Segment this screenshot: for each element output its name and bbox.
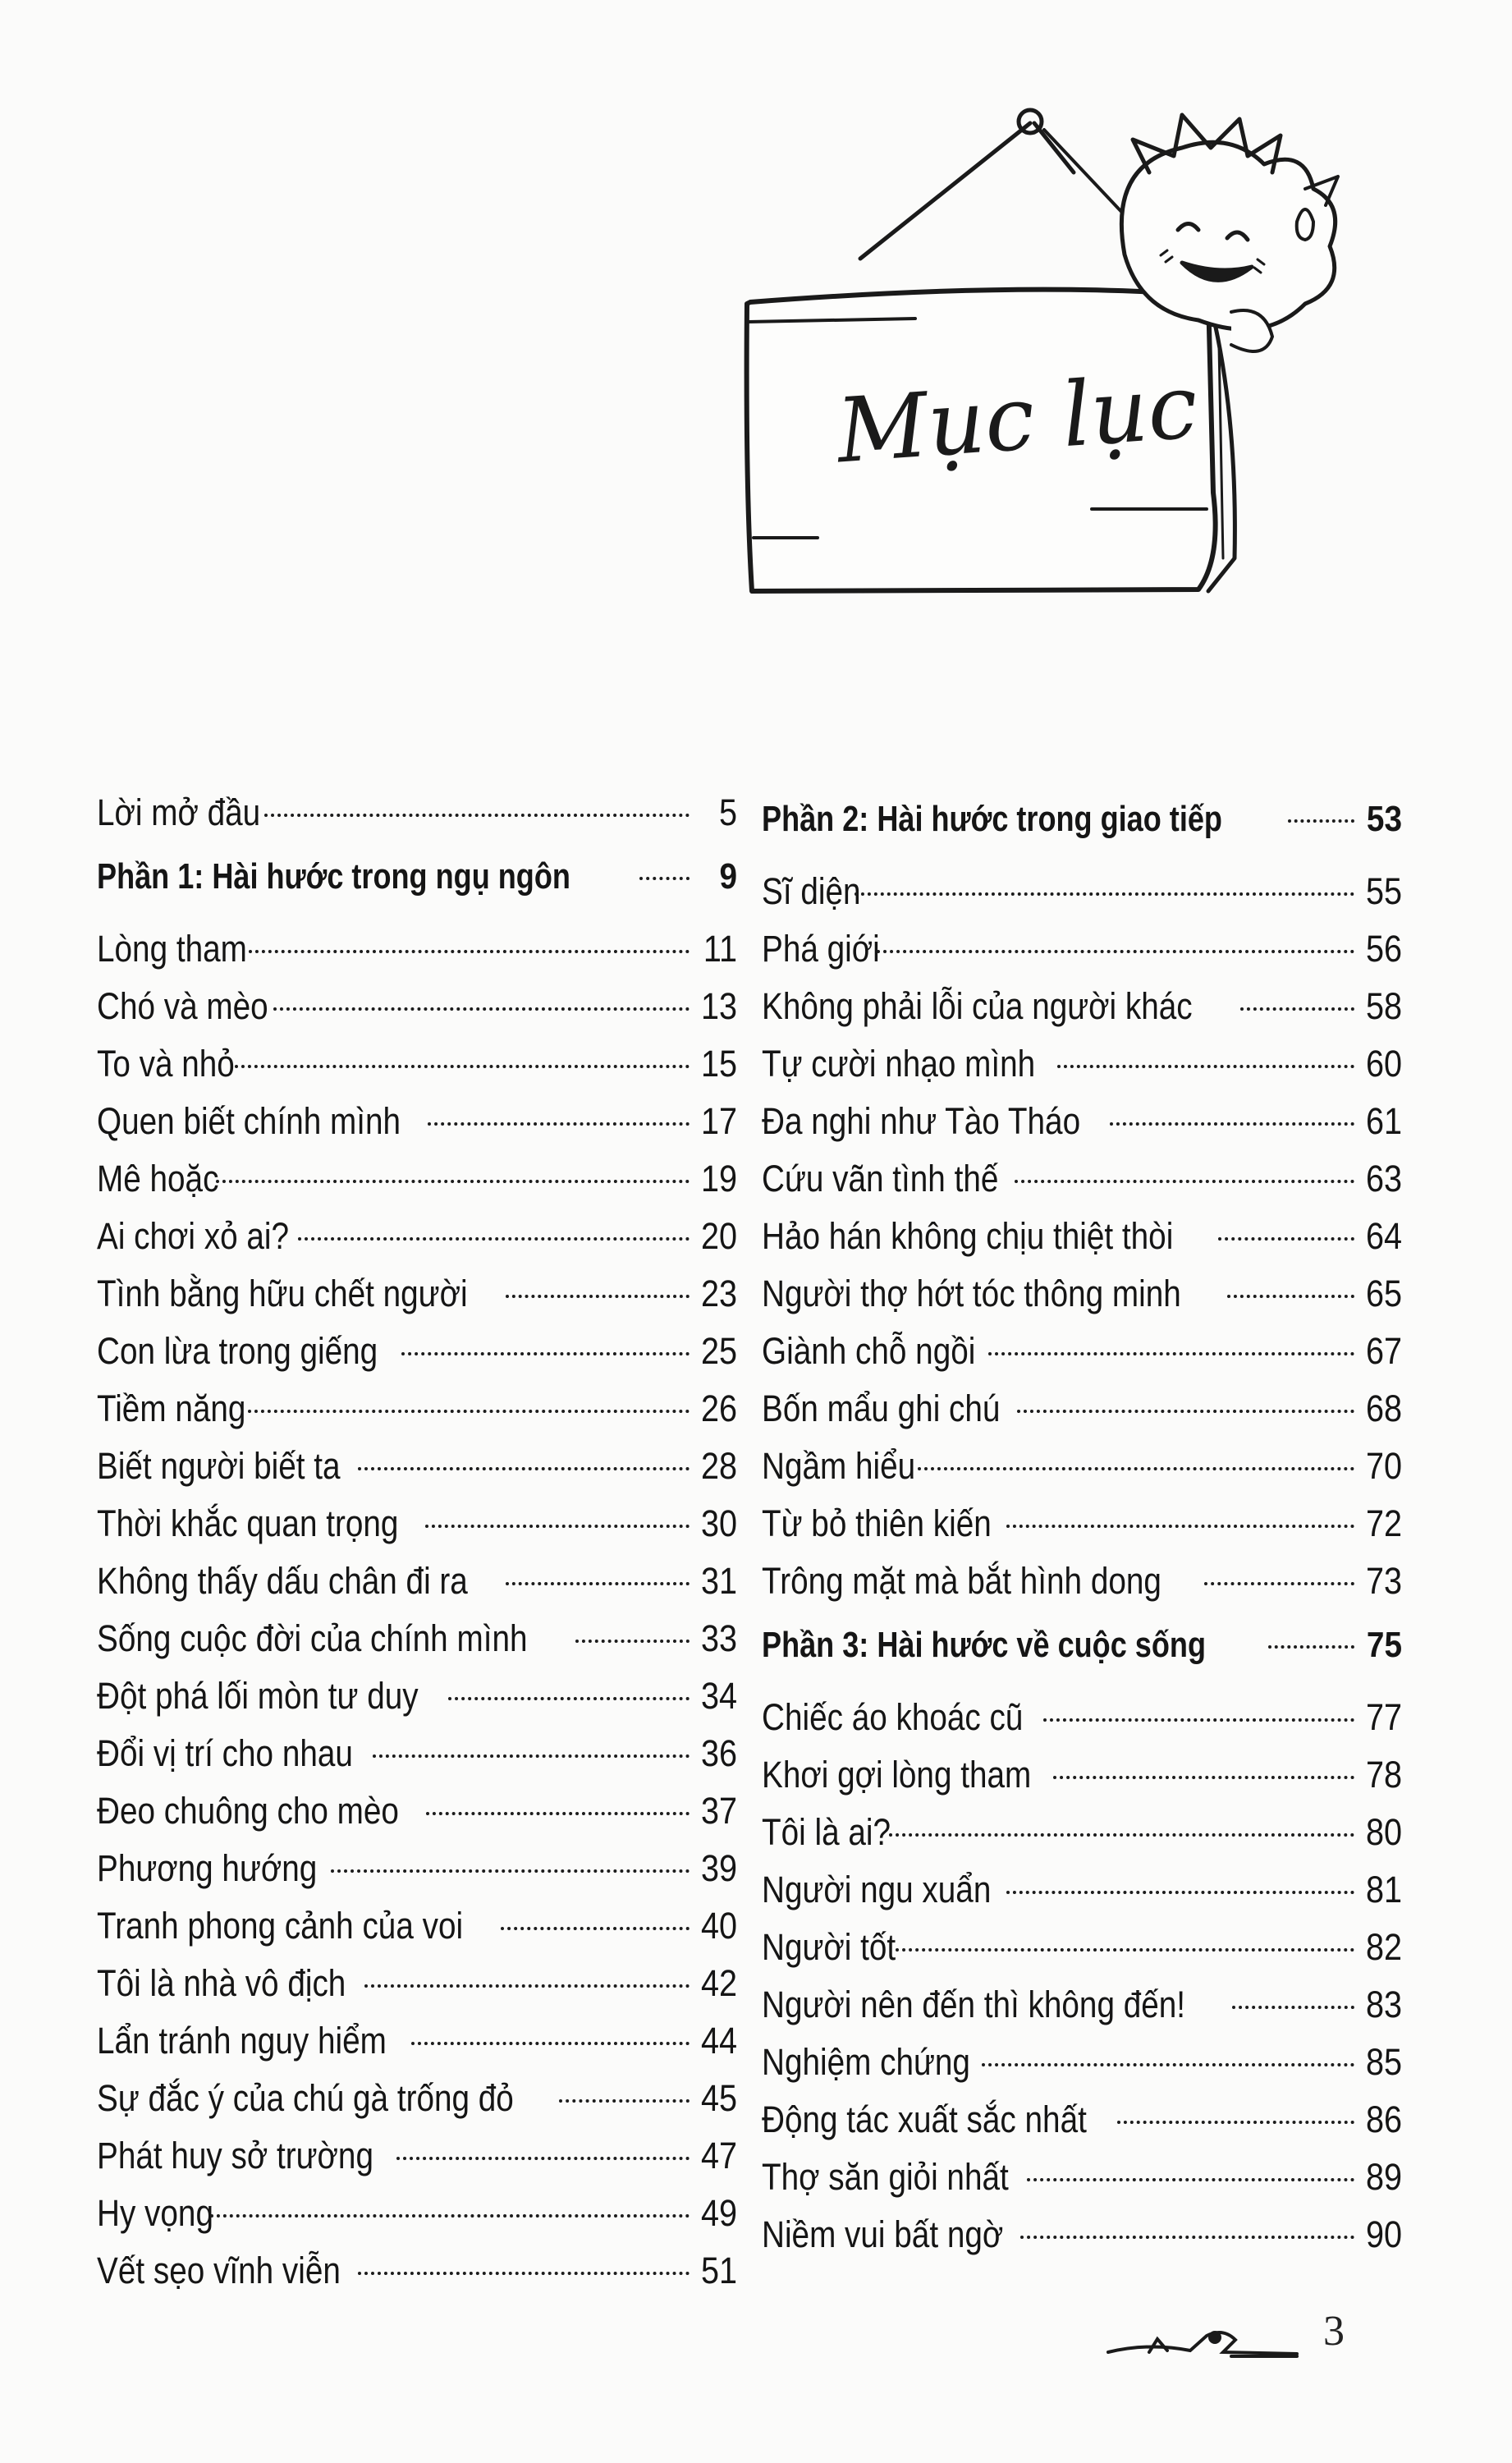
toc-entry <box>97 2070 737 2127</box>
dot-leader <box>235 1065 690 1068</box>
dot-leader <box>425 1525 690 1528</box>
dot-leader <box>364 1984 690 1988</box>
toc-entry-title: Vết sẹo vĩnh viễn <box>97 2250 341 2291</box>
dot-leader <box>877 950 1354 953</box>
toc-entry-page: 31 <box>700 1560 737 1602</box>
toc-entry <box>97 1955 737 2012</box>
dot-leader <box>264 814 690 817</box>
toc-entry-page: 5 <box>718 791 737 833</box>
toc-entry-title: Tôi là ai? <box>762 1811 891 1853</box>
toc-entry-title: Phương hướng <box>97 1847 318 1889</box>
toc-entry-page: 34 <box>700 1675 737 1717</box>
dot-leader <box>401 1352 690 1355</box>
toc-entry-page: 85 <box>1365 2041 1402 2083</box>
footer-doodle-illustration <box>1100 2311 1305 2369</box>
dot-leader <box>298 1237 690 1241</box>
toc-entry-title: Lời mở đầu <box>97 791 261 833</box>
dot-leader <box>448 1697 690 1700</box>
toc-entry-title: Khơi gợi lòng tham <box>762 1754 1032 1796</box>
toc-entry-title: Mê hoặc <box>97 1158 219 1199</box>
toc-entry <box>762 1150 1402 1208</box>
toc-entry-page: 67 <box>1365 1330 1402 1372</box>
toc-entry-title: Hảo hán không chịu thiệt thòi <box>762 1215 1174 1257</box>
toc-entry-page: 58 <box>1365 985 1402 1027</box>
toc-entry-title: Tiềm năng <box>97 1387 246 1429</box>
toc-entry <box>762 863 1402 920</box>
dot-leader <box>1057 1065 1354 1068</box>
toc-entry-page: 68 <box>1365 1387 1402 1429</box>
toc-entry-title: Quen biết chính mình <box>97 1100 401 1142</box>
toc-entry <box>762 1804 1402 1861</box>
dot-leader <box>1027 2178 1354 2181</box>
dot-leader <box>918 1467 1354 1470</box>
toc-entry-page: 49 <box>700 2192 737 2234</box>
toc-entry-page: 83 <box>1365 1984 1402 2025</box>
toc-entry-title: Đổi vị trí cho nhau <box>97 1732 353 1774</box>
toc-entry <box>97 920 737 978</box>
toc-entry-title: Sự đắc ý của chú gà trống đỏ <box>97 2077 514 2119</box>
toc-entry-page: 44 <box>700 2020 737 2062</box>
toc-entry <box>762 1689 1402 1746</box>
toc-entry-title: Ai chơi xỏ ai? <box>97 1215 290 1257</box>
dot-leader <box>273 1007 690 1011</box>
toc-entry-page: 86 <box>1365 2098 1402 2140</box>
dot-leader <box>559 2099 690 2103</box>
toc-entry-page: 56 <box>1365 928 1402 970</box>
toc-entry <box>97 1725 737 1782</box>
dot-leader <box>358 1467 690 1470</box>
toc-entry-title: Phát huy sở trường <box>97 2135 373 2176</box>
dot-leader <box>982 2063 1354 2066</box>
toc-entry-title: Nghiệm chứng <box>762 2041 970 2083</box>
dot-leader <box>1117 2121 1354 2124</box>
dot-leader <box>216 1180 690 1183</box>
toc-entry <box>97 1093 737 1150</box>
toc-entry-page: 26 <box>700 1387 737 1429</box>
dot-leader <box>1268 1645 1354 1649</box>
toc-entry <box>762 1093 1402 1150</box>
hanging-sign-illustration <box>739 99 1412 673</box>
toc-entry <box>97 1897 737 1955</box>
toc-entry <box>97 2242 737 2300</box>
toc-entry-page: 37 <box>700 1790 737 1832</box>
toc-entry-page: 33 <box>700 1617 737 1659</box>
toc-entry-page: 42 <box>700 1962 737 2004</box>
toc-entry <box>762 1861 1402 1919</box>
toc-entry-page: 45 <box>700 2077 737 2119</box>
toc-entry-page: 19 <box>700 1158 737 1199</box>
dot-leader <box>855 892 1354 896</box>
toc-entry <box>97 1380 737 1438</box>
toc-left-column <box>97 784 737 2300</box>
dot-leader <box>1006 1891 1354 1894</box>
toc-entry-page: 9 <box>719 856 737 897</box>
toc-entry <box>762 1919 1402 1976</box>
toc-entry-page: 47 <box>700 2135 737 2176</box>
toc-entry-page: 55 <box>1365 870 1402 912</box>
toc-entry-title: Niềm vui bất ngờ <box>762 2213 1004 2255</box>
toc-entry-title: Tranh phong cảnh của voi <box>97 1905 464 1947</box>
toc-entry <box>97 978 737 1035</box>
page-number: 3 <box>1323 2308 1345 2355</box>
toc-entry <box>762 2149 1402 2206</box>
toc-entry-page: 25 <box>700 1330 737 1372</box>
dot-leader <box>889 1833 1354 1837</box>
page-title: Mục lục <box>833 355 1201 484</box>
toc-entry <box>762 978 1402 1035</box>
dot-leader <box>1015 1180 1354 1183</box>
dot-leader <box>1053 1776 1354 1779</box>
dot-leader <box>411 2042 690 2045</box>
dot-leader <box>396 2157 690 2160</box>
toc-entry <box>762 920 1402 978</box>
dot-leader <box>1043 1718 1354 1722</box>
toc-entry-title: Chiếc áo khoác cũ <box>762 1696 1024 1738</box>
toc-entry <box>97 2127 737 2185</box>
toc-entry <box>97 1323 737 1380</box>
dot-leader <box>428 1122 690 1126</box>
dot-leader <box>988 1352 1354 1355</box>
toc-entry-title: Lẩn tránh nguy hiểm <box>97 2020 387 2062</box>
toc-entry <box>762 1380 1402 1438</box>
dot-leader <box>249 950 690 953</box>
toc-entry-title: Bốn mẩu ghi chú <box>762 1387 1001 1429</box>
dot-leader <box>358 2272 690 2275</box>
toc-entry-page: 63 <box>1365 1158 1402 1199</box>
dot-leader <box>639 877 690 880</box>
toc-entry-title: Động tác xuất sắc nhất <box>762 2098 1087 2140</box>
toc-right-column <box>762 784 1402 2263</box>
toc-entry-title: Phần 2: Hài hước trong giao tiếp <box>762 799 1222 839</box>
toc-entry-title: Sĩ diện <box>762 870 861 912</box>
toc-entry-title: Con lừa trong giếng <box>97 1330 378 1372</box>
toc-entry-page: 23 <box>700 1273 737 1314</box>
toc-entry-title: Tự cười nhạo mình <box>762 1043 1036 1085</box>
toc-entry-page: 11 <box>703 928 737 970</box>
toc-entry <box>97 1150 737 1208</box>
toc-entry <box>762 1035 1402 1093</box>
toc-entry-page: 75 <box>1366 1625 1402 1665</box>
toc-entry <box>97 1208 737 1265</box>
toc-entry <box>97 1553 737 1610</box>
toc-entry-title: Ngầm hiểu <box>762 1445 916 1487</box>
toc-entry <box>762 2206 1402 2263</box>
toc-entry <box>97 2012 737 2070</box>
toc-entry-title: Hy vọng <box>97 2192 213 2234</box>
toc-entry-page: 20 <box>700 1215 737 1257</box>
toc-entry-page: 82 <box>1365 1926 1402 1968</box>
toc-entry-title: Phần 3: Hài hước về cuộc sống <box>762 1625 1206 1665</box>
toc-entry-title: Lòng tham <box>97 928 247 970</box>
dot-leader <box>1232 2006 1354 2009</box>
toc-entry-page: 39 <box>700 1847 737 1889</box>
dot-leader <box>1204 1582 1354 1585</box>
dot-leader <box>1288 819 1354 823</box>
toc-entry-page: 72 <box>1365 1502 1402 1544</box>
dot-leader <box>248 1410 690 1413</box>
toc-entry-title: Đa nghi như Tào Tháo <box>762 1100 1081 1142</box>
toc-entry-page: 13 <box>700 985 737 1027</box>
toc-entry-title: Thợ săn giỏi nhất <box>762 2156 1009 2198</box>
toc-entry-page: 17 <box>700 1100 737 1142</box>
toc-entry <box>762 2091 1402 2149</box>
toc-entry-page: 36 <box>700 1732 737 1774</box>
dot-leader <box>1110 1122 1354 1126</box>
toc-entry <box>97 1610 737 1667</box>
toc-entry <box>762 1323 1402 1380</box>
dot-leader <box>1006 1525 1354 1528</box>
toc-entry <box>762 1553 1402 1610</box>
toc-section-heading <box>97 848 737 906</box>
toc-section-heading <box>762 791 1402 848</box>
toc-entry-title: Từ bỏ thiên kiến <box>762 1502 992 1544</box>
toc-entry <box>97 2185 737 2242</box>
toc-entry <box>762 1265 1402 1323</box>
toc-entry-page: 28 <box>700 1445 737 1487</box>
dot-leader <box>426 1812 690 1815</box>
toc-entry-page: 73 <box>1365 1560 1402 1602</box>
toc-entry <box>762 1746 1402 1804</box>
toc-entry <box>97 1438 737 1495</box>
dot-leader <box>373 1754 690 1758</box>
toc-entry <box>97 1495 737 1553</box>
toc-entry <box>762 1495 1402 1553</box>
dot-leader <box>1227 1295 1354 1298</box>
toc-entry-title: Thời khắc quan trọng <box>97 1502 399 1544</box>
dot-leader <box>1240 1007 1354 1011</box>
toc-entry-title: Người nên đến thì không đến! <box>762 1984 1186 2025</box>
dot-leader <box>506 1582 690 1585</box>
toc-entry-title: To và nhỏ <box>97 1043 235 1085</box>
toc-entry-title: Tôi là nhà vô địch <box>97 1962 346 2004</box>
toc-entry-page: 78 <box>1365 1754 1402 1796</box>
toc-entry-title: Chó và mèo <box>97 985 268 1027</box>
toc-entry <box>762 2034 1402 2091</box>
toc-entry-title: Người ngu xuẩn <box>762 1869 992 1910</box>
toc-entry-page: 77 <box>1365 1696 1402 1738</box>
dot-leader <box>331 1869 690 1873</box>
toc-entry <box>762 1208 1402 1265</box>
dot-leader <box>896 1948 1354 1952</box>
toc-entry-title: Trông mặt mà bắt hình dong <box>762 1560 1161 1602</box>
toc-entry-page: 30 <box>700 1502 737 1544</box>
dot-leader <box>210 2214 690 2218</box>
toc-entry-title: Người tốt <box>762 1926 896 1968</box>
toc-entry-page: 90 <box>1365 2213 1402 2255</box>
toc-entry-title: Biết người biết ta <box>97 1445 341 1487</box>
toc-entry-title: Đột phá lối mòn tư duy <box>97 1675 419 1717</box>
dot-leader <box>501 1927 690 1930</box>
toc-entry-title: Không phải lỗi của người khác <box>762 985 1193 1027</box>
toc-entry-title: Tình bằng hữu chết người <box>97 1273 468 1314</box>
toc-entry <box>97 1265 737 1323</box>
toc-entry-title: Phá giới <box>762 928 880 970</box>
toc-entry-title: Đeo chuông cho mèo <box>97 1790 399 1832</box>
toc-entry-page: 65 <box>1365 1273 1402 1314</box>
toc-entry-title: Người thợ hớt tóc thông minh <box>762 1273 1181 1314</box>
toc-entry <box>97 784 737 842</box>
toc-entry-title: Sống cuộc đời của chính mình <box>97 1617 528 1659</box>
toc-section-heading <box>762 1617 1402 1674</box>
dot-leader <box>575 1640 690 1643</box>
toc-entry-title: Không thấy dấu chân đi ra <box>97 1560 468 1602</box>
dot-leader <box>1020 2236 1354 2239</box>
toc-entry <box>762 1976 1402 2034</box>
toc-entry <box>97 1035 737 1093</box>
toc-entry <box>762 1438 1402 1495</box>
dot-leader <box>506 1295 690 1298</box>
toc-entry-title: Giành chỗ ngồi <box>762 1330 976 1372</box>
toc-entry <box>97 1782 737 1840</box>
toc-entry-title: Phần 1: Hài hước trong ngụ ngôn <box>97 856 570 897</box>
toc-entry-page: 61 <box>1365 1100 1402 1142</box>
toc-entry <box>97 1667 737 1725</box>
dot-leader <box>1017 1410 1354 1413</box>
toc-entry-title: Cứu vãn tình thế <box>762 1158 999 1199</box>
toc-entry-page: 81 <box>1365 1869 1402 1910</box>
toc-entry-page: 70 <box>1365 1445 1402 1487</box>
toc-entry-page: 15 <box>700 1043 737 1085</box>
toc-entry-page: 53 <box>1366 799 1402 839</box>
dot-leader <box>1218 1237 1354 1241</box>
toc-entry-page: 80 <box>1365 1811 1402 1853</box>
toc-entry <box>97 1840 737 1897</box>
toc-entry-page: 40 <box>700 1905 737 1947</box>
toc-entry-page: 89 <box>1365 2156 1402 2198</box>
toc-entry-page: 64 <box>1365 1215 1402 1257</box>
toc-entry-page: 51 <box>700 2250 737 2291</box>
toc-entry-page: 60 <box>1365 1043 1402 1085</box>
